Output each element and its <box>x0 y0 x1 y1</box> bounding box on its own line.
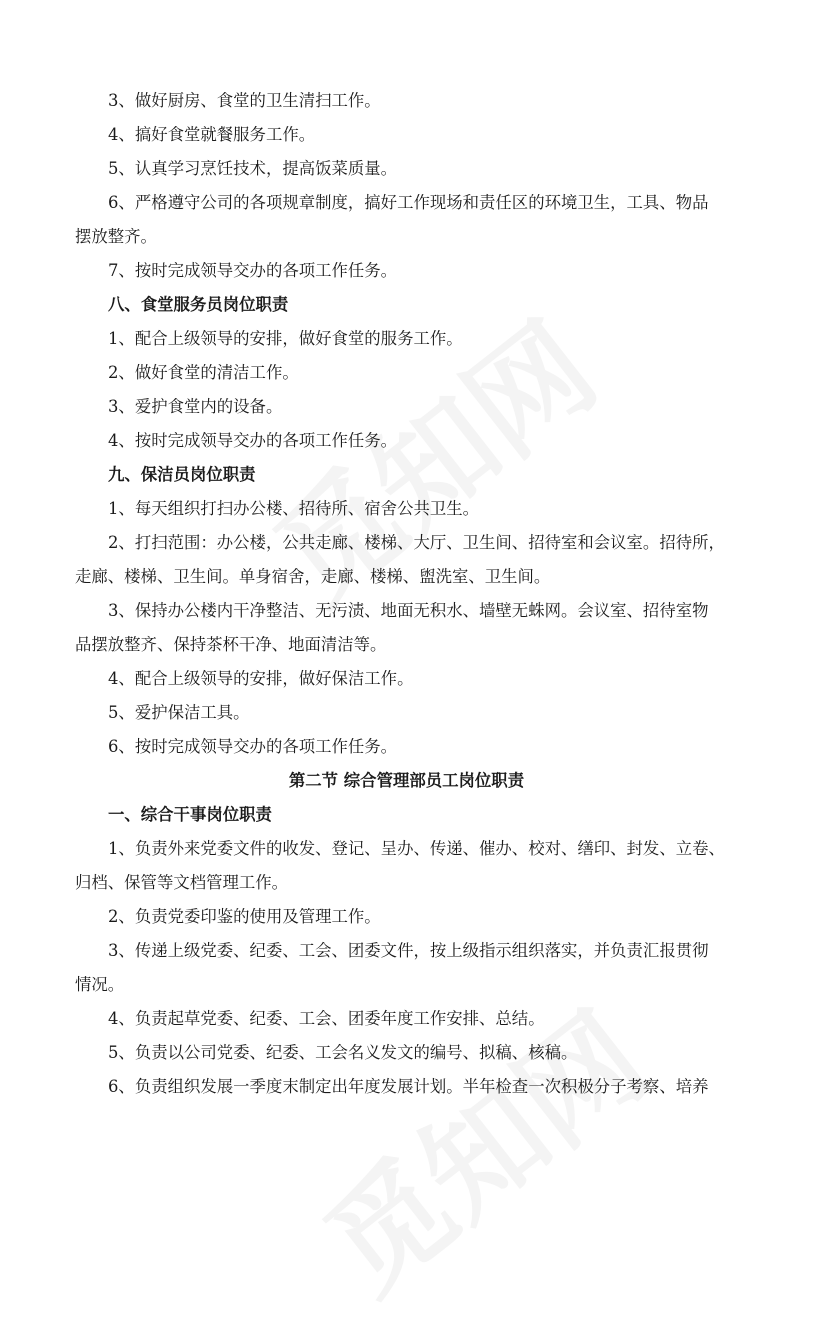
paragraph-line: 4、负责起草党委、纪委、工会、团委年度工作安排、总结。 <box>108 1009 545 1028</box>
paragraph-continuation: 归档、保管等文档管理工作。 <box>75 873 289 892</box>
paragraph-line: 3、保持办公楼内干净整洁、无污渍、地面无积水、墙壁无蛛网。会议室、招待室物 <box>108 601 709 620</box>
paragraph-line: 1、负责外来党委文件的收发、登记、呈办、传递、催办、校对、缮印、封发、立卷、 <box>108 839 725 858</box>
paragraph-line: 3、做好厨房、食堂的卫生清扫工作。 <box>108 91 381 110</box>
paragraph-line: 2、做好食堂的清洁工作。 <box>108 363 299 382</box>
paragraph-continuation: 品摆放整齐、保持茶杯干净、地面清洁等。 <box>75 635 387 654</box>
paragraph-line: 6、负责组织发展一季度末制定出年度发展计划。半年检查一次积极分子考察、培养 <box>108 1077 709 1096</box>
paragraph-line: 6、按时完成领导交办的各项工作任务。 <box>108 737 398 756</box>
paragraph-line: 5、认真学习烹饪技术，提高饭菜质量。 <box>108 159 398 178</box>
paragraph-line: 2、负责党委印鉴的使用及管理工作。 <box>108 907 381 926</box>
paragraph-line: 5、爱护保洁工具。 <box>108 703 250 722</box>
paragraph-line: 4、按时完成领导交办的各项工作任务。 <box>108 431 398 450</box>
paragraph-line: 4、配合上级领导的安排，做好保洁工作。 <box>108 669 414 688</box>
paragraph-continuation: 情况。 <box>75 975 125 994</box>
subsection-heading: 八、食堂服务员岗位职责 <box>108 295 289 314</box>
paragraph-line: 6、严格遵守公司的各项规章制度，搞好工作现场和责任区的环境卫生，工具、物品 <box>108 193 709 212</box>
subsection-heading: 九、保洁员岗位职责 <box>108 465 256 484</box>
subsection-heading: 一、综合干事岗位职责 <box>108 805 272 824</box>
paragraph-line: 2、打扫范围：办公楼，公共走廊、楼梯、大厅、卫生间、招待室和会议室。招待所， <box>108 533 725 552</box>
document-body <box>75 84 738 1104</box>
paragraph-line: 3、传递上级党委、纪委、工会、团委文件，按上级指示组织落实，并负责汇报贯彻 <box>108 941 709 960</box>
paragraph-continuation: 走廊、楼梯、卫生间。单身宿舍，走廊、楼梯、盥洗室、卫生间。 <box>75 567 551 586</box>
paragraph-line: 3、爱护食堂内的设备。 <box>108 397 283 416</box>
paragraph-line: 7、按时完成领导交办的各项工作任务。 <box>108 261 398 280</box>
section-title: 第二节 综合管理部员工岗位职责 <box>288 771 525 790</box>
paragraph-line: 4、搞好食堂就餐服务工作。 <box>108 125 316 144</box>
paragraph-continuation: 摆放整齐。 <box>75 227 157 246</box>
paragraph-line: 5、负责以公司党委、纪委、工会名义发文的编号、拟稿、核稿。 <box>108 1043 578 1062</box>
paragraph-line: 1、配合上级领导的安排，做好食堂的服务工作。 <box>108 329 463 348</box>
paragraph-line: 1、每天组织打扫办公楼、招待所、宿舍公共卫生。 <box>108 499 480 518</box>
